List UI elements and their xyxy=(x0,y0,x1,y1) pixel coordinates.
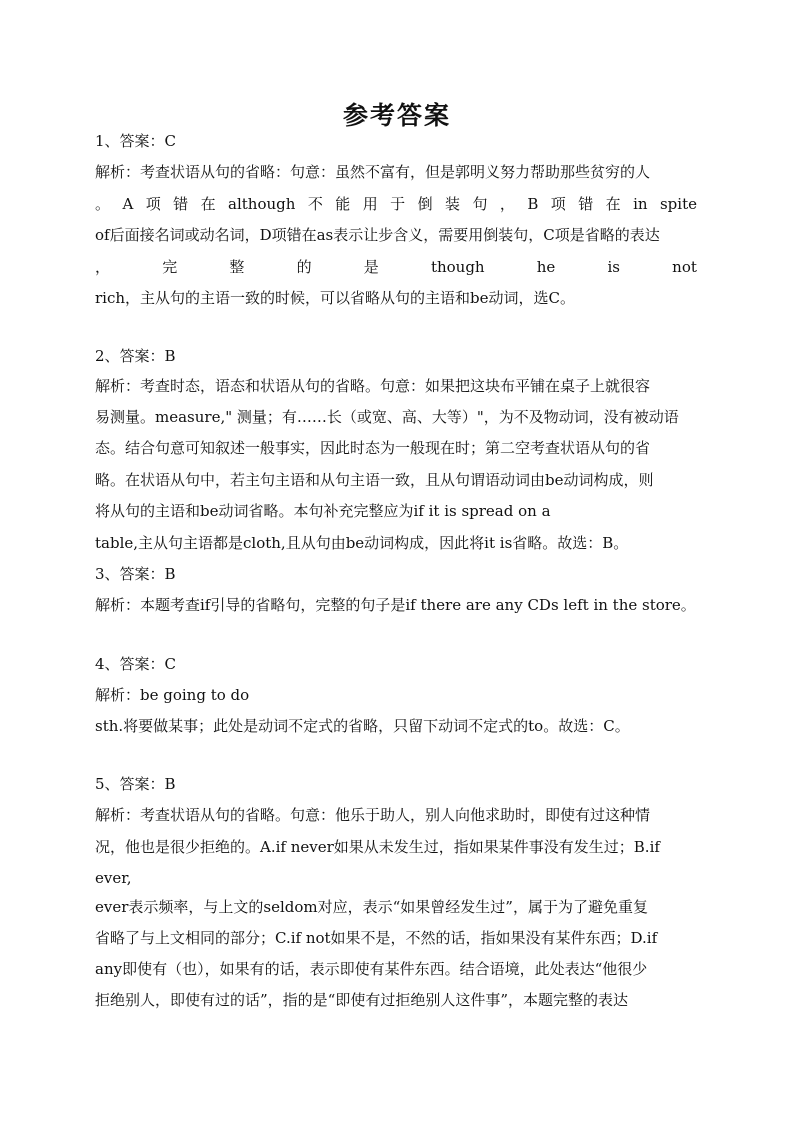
q1-analysis-line-5: rich，主从句的主语一致的时候，可以省略从句的主语和be动词，选C。 xyxy=(95,289,575,307)
q4-analysis-line-1: 解析：be going to do xyxy=(95,686,250,704)
q1-l2-token: 。 xyxy=(95,195,111,213)
q1-l4-token: 完 xyxy=(162,258,178,276)
q4-answer: 4、答案：C xyxy=(95,655,177,673)
q1-l4-token: he xyxy=(536,258,556,276)
q1-l2-token: 项 xyxy=(550,195,566,213)
q5-answer: 5、答案：B xyxy=(95,775,176,793)
q1-l2-token: 项 xyxy=(145,195,161,213)
q1-analysis-line-2 xyxy=(95,193,697,215)
q1-l2-token: 于 xyxy=(390,195,406,213)
q5-analysis-line-7: 拒绝别人，即使有过的话”，指的是“即使有过拒绝别人这件事”，本题完整的表达 xyxy=(95,991,629,1009)
q2-analysis-line-4: 略。在状语从句中，若主句主语和从句主语一致，且从句谓语动词由be动词构成，则 xyxy=(95,471,654,489)
q1-l4-token: 的 xyxy=(296,258,312,276)
q5-analysis-line-3: ever, xyxy=(95,869,132,887)
q1-l2-token: 装 xyxy=(445,195,461,213)
q1-l2-token: 错 xyxy=(578,195,594,213)
q5-analysis-line-6: any即使有（也），如果有的话，表示即使有某件东西。结合语境，此处表达“他很少 xyxy=(95,960,648,978)
q1-l4-token: not xyxy=(672,258,697,276)
q1-l4-token: though xyxy=(430,258,485,276)
q2-analysis-line-1: 解析：考查时态，语态和状语从句的省略。句意：如果把这块布平铺在桌子上就很容 xyxy=(95,377,651,395)
q1-l2-token: 句 xyxy=(472,195,488,213)
q1-l2-token: B xyxy=(527,195,539,213)
q1-l2-token: in xyxy=(633,195,648,213)
page-title: 参考答案 xyxy=(342,101,451,130)
q1-l2-token: 在 xyxy=(200,195,216,213)
q5-analysis-line-1: 解析：考查状语从句的省略。句意：他乐于助人，别人向他求助时，即使有过这种情 xyxy=(95,806,651,824)
q5-analysis-line-4: ever表示频率，与上文的seldom对应，表示“如果曾经发生过”，属于为了避免重复 xyxy=(95,898,648,916)
q1-l2-token: ， xyxy=(499,195,515,213)
q5-analysis-line-5: 省略了与上文相同的部分；C.if not如果不是，不然的话，指如果没有某件东西；D.if xyxy=(95,929,658,947)
q1-answer: 1、答案：C xyxy=(95,132,177,150)
q2-analysis-line-2: 易测量。measure," 测量；有……长（或宽、高、大等）"，为不及物动词，没有被动语 xyxy=(95,408,679,426)
q2-analysis-line-5: 将从句的主语和be动词省略。本句补充完整应为if it is spread on a xyxy=(95,502,551,520)
q1-analysis-line-4 xyxy=(95,256,697,278)
q1-l4-token: ， xyxy=(95,258,111,276)
q1-l2-token: 用 xyxy=(362,195,378,213)
q1-l2-token: 能 xyxy=(335,195,351,213)
q1-l4-token: is xyxy=(607,258,620,276)
q1-l2-token: 在 xyxy=(605,195,621,213)
q1-analysis-line-3: of后面接名词或动名词，D项错在as表示让步含义，需要用倒装句，C项是省略的表达 xyxy=(95,226,660,244)
q1-l4-token: 是 xyxy=(363,258,379,276)
q4-analysis-line-2: sth.将要做某事；此处是动词不定式的省略，只留下动词不定式的to。故选：C。 xyxy=(95,717,630,735)
q3-answer: 3、答案：B xyxy=(95,565,176,583)
q2-answer: 2、答案：B xyxy=(95,347,176,365)
q5-analysis-line-2: 况，他也是很少拒绝的。A.if never如果从未发生过，指如果某件事没有发生过；B.if xyxy=(95,838,660,856)
q3-analysis-line-1: 解析：本题考查if引导的省略句，完整的句子是if there are any CDs left in the store。 xyxy=(95,596,696,614)
q1-l2-token: 错 xyxy=(173,195,189,213)
q2-analysis-line-6: table,主从句主语都是cloth,且从句由be动词构成，因此将it is省略。故选：B。 xyxy=(95,534,629,552)
q1-analysis-line-1: 解析：考查状语从句的省略：句意：虽然不富有，但是郭明义努力帮助那些贫穷的人 xyxy=(95,163,651,181)
q1-l2-token: although xyxy=(228,195,296,213)
q2-analysis-line-3: 态。结合句意可知叙述一般事实，因此时态为一般现在时；第二空考查状语从句的省 xyxy=(95,439,651,457)
q1-l2-token: 不 xyxy=(307,195,323,213)
q1-l2-token: 倒 xyxy=(417,195,433,213)
q1-l4-token: 整 xyxy=(229,258,245,276)
q1-l2-token: A xyxy=(122,195,134,213)
q1-l2-token: spite xyxy=(659,195,697,213)
